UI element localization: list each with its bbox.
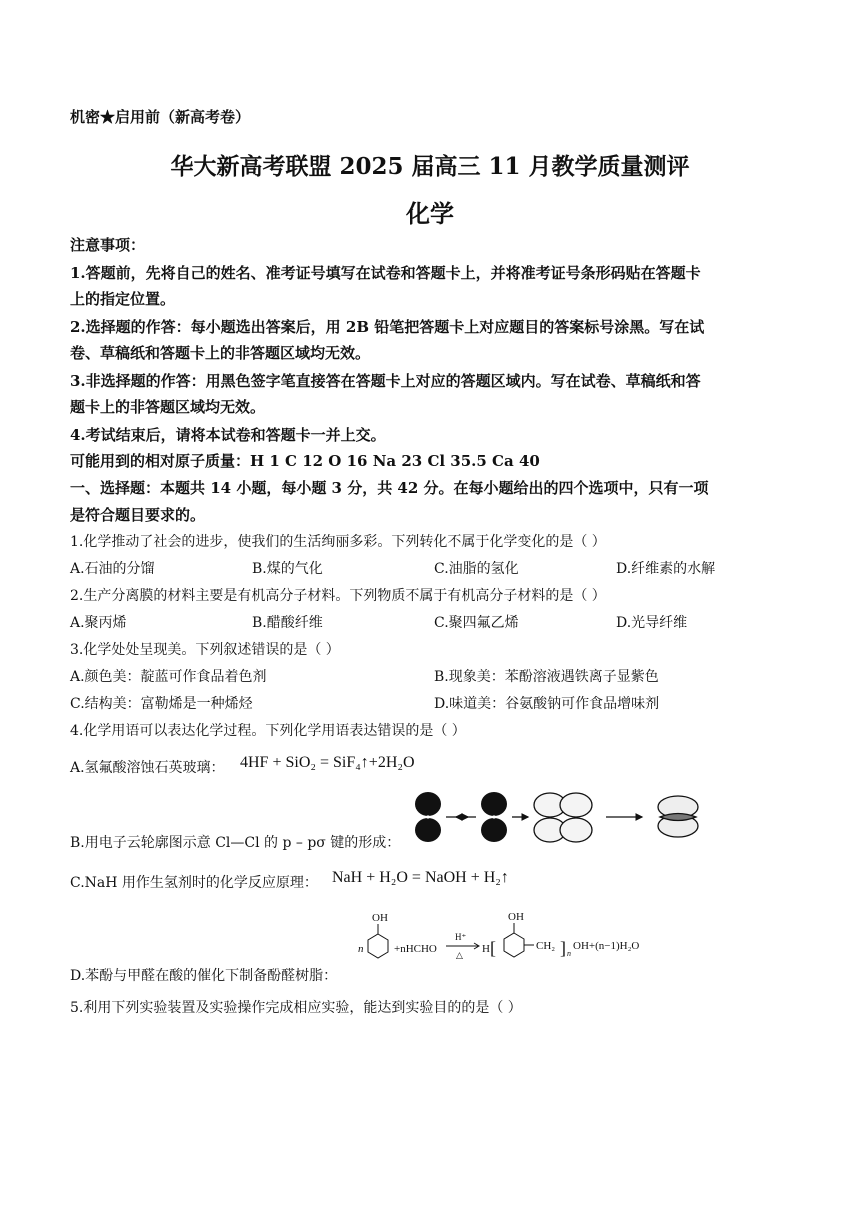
question-3-option-c: C.结构美：富勒烯是一种烯烃 xyxy=(70,696,253,712)
polymer-ch2: CH₂ xyxy=(536,940,556,952)
question-4-option-b-text: B.用电子云轮廓图示意 Cl—Cl 的 p – pσ 键的形成： xyxy=(70,835,401,851)
notice-heading: 注意事项： xyxy=(70,236,146,254)
notice-item-1-line-1: 1.答题前，先将自己的姓名、准考证号填写在试卷和答题卡上，并将准考证号条形码贴在答题卡 xyxy=(70,264,701,282)
question-4-option-d-text: D.苯酚与甲醛在酸的催化下制备酚醛树脂： xyxy=(70,968,338,984)
sigma-bond-cloud-icon xyxy=(658,796,698,837)
phenol-oh-label: OH xyxy=(372,912,388,924)
question-1-option-d: D.纤维素的水解 xyxy=(616,561,716,577)
exam-title: 华大新高考联盟 2025 届高三 11 月教学质量测评 xyxy=(170,153,690,180)
question-1-stem: 1.化学推动了社会的进步，使我们的生活绚丽多彩。下列转化不属于化学变化的是（ ） xyxy=(70,534,606,550)
electron-cloud-diagram xyxy=(410,790,710,846)
question-2-option-d: D.光导纤维 xyxy=(616,615,688,631)
polymer-benzene-ring-icon xyxy=(504,933,524,957)
question-4-option-c-equation: NaH + H₂O = NaOH + H₂↑ xyxy=(332,869,509,886)
question-1-option-b: B.煤的气化 xyxy=(252,561,323,577)
question-2-option-c: C.聚四氟乙烯 xyxy=(434,615,519,631)
notice-item-4: 4.考试结束后，请将本试卷和答题卡一并上交。 xyxy=(70,426,386,444)
question-1-option-a: A.石油的分馏 xyxy=(70,561,155,577)
section-1-heading-line-1: 一、选择题：本题共 14 小题，每小题 3 分，共 42 分。在每小题给出的四个选项中，只有一项 xyxy=(70,479,709,497)
notice-item-2-line-1: 2.选择题的作答：每小题选出答案后，用 2B 铅笔把答题卡上对应题目的答案标号涂黑。写在试 xyxy=(70,318,705,336)
notice-item-2-line-2: 卷、草稿纸和答题卡上的非答题区域均无效。 xyxy=(70,344,371,362)
question-3-stem: 3.化学处处呈现美。下列叙述错误的是（ ） xyxy=(70,642,340,658)
polymer-bracket-close: ] xyxy=(560,938,566,958)
phenol-formaldehyde-reaction xyxy=(350,908,670,978)
atomic-masses: 可能用到的相对原子质量：H 1 C 12 O 16 Na 23 Cl 35.5 Ca 40 xyxy=(70,452,540,470)
polymer-end-h: H xyxy=(482,943,490,955)
confidential-label: 机密★启用前（新高考卷） xyxy=(70,108,251,126)
notice-item-3-line-2: 题卡上的非答题区域均无效。 xyxy=(70,398,266,416)
question-2-option-b: B.醋酸纤维 xyxy=(252,615,323,631)
heat-symbol: △ xyxy=(456,950,463,960)
phenol-coefficient: n xyxy=(358,943,364,955)
p-orbital-left-icon xyxy=(415,792,441,842)
polymer-tail: OH+(n−1)H₂O xyxy=(573,940,640,952)
acid-catalyst: H⁺ xyxy=(455,932,467,942)
question-4-stem: 4.化学用语可以表达化学过程。下列化学用语表达错误的是（ ） xyxy=(70,723,466,739)
question-4-option-c-text: C.NaH 用作生氢剂时的化学反应原理： xyxy=(70,875,318,891)
orbital-overlap-icon xyxy=(534,793,592,842)
question-4-option-a-text: A.氢氟酸溶蚀石英玻璃： xyxy=(70,760,225,776)
formaldehyde-reagent: +nHCHO xyxy=(394,943,437,955)
polymer-subscript-n: n xyxy=(567,949,571,958)
polymer-oh-label: OH xyxy=(508,911,524,923)
question-2-stem: 2.生产分离膜的材料主要是有机高分子材料。下列物质不属于有机高分子材料的是（ ） xyxy=(70,588,606,604)
polymer-bracket-open: [ xyxy=(490,938,496,958)
notice-item-1-line-2: 上的指定位置。 xyxy=(70,290,176,308)
question-4-option-a-equation: 4HF + SiO₂ = SiF₄↑+2H₂O xyxy=(240,754,415,771)
notice-item-3-line-1: 3.非选择题的作答：用黑色签字笔直接答在答题卡上对应的答题区域内。写在试卷、草稿纸和答 xyxy=(70,372,701,390)
question-3-option-b: B.现象美：苯酚溶液遇铁离子显紫色 xyxy=(434,669,659,685)
question-2-option-a: A.聚丙烯 xyxy=(70,615,127,631)
section-1-heading-line-2: 是符合题目要求的。 xyxy=(70,506,206,524)
question-3-option-a: A.颜色美：靛蓝可作食品着色剂 xyxy=(70,669,267,685)
question-5-stem: 5.利用下列实验装置及实验操作完成相应实验，能达到实验目的的是（ ） xyxy=(70,1000,522,1016)
p-orbital-right-icon xyxy=(481,792,507,842)
question-1-option-c: C.油脂的氢化 xyxy=(434,561,519,577)
question-3-option-d: D.味道美：谷氨酸钠可作食品增味剂 xyxy=(434,696,660,712)
subject-title: 化学 xyxy=(406,199,454,228)
benzene-ring-icon xyxy=(368,934,388,958)
